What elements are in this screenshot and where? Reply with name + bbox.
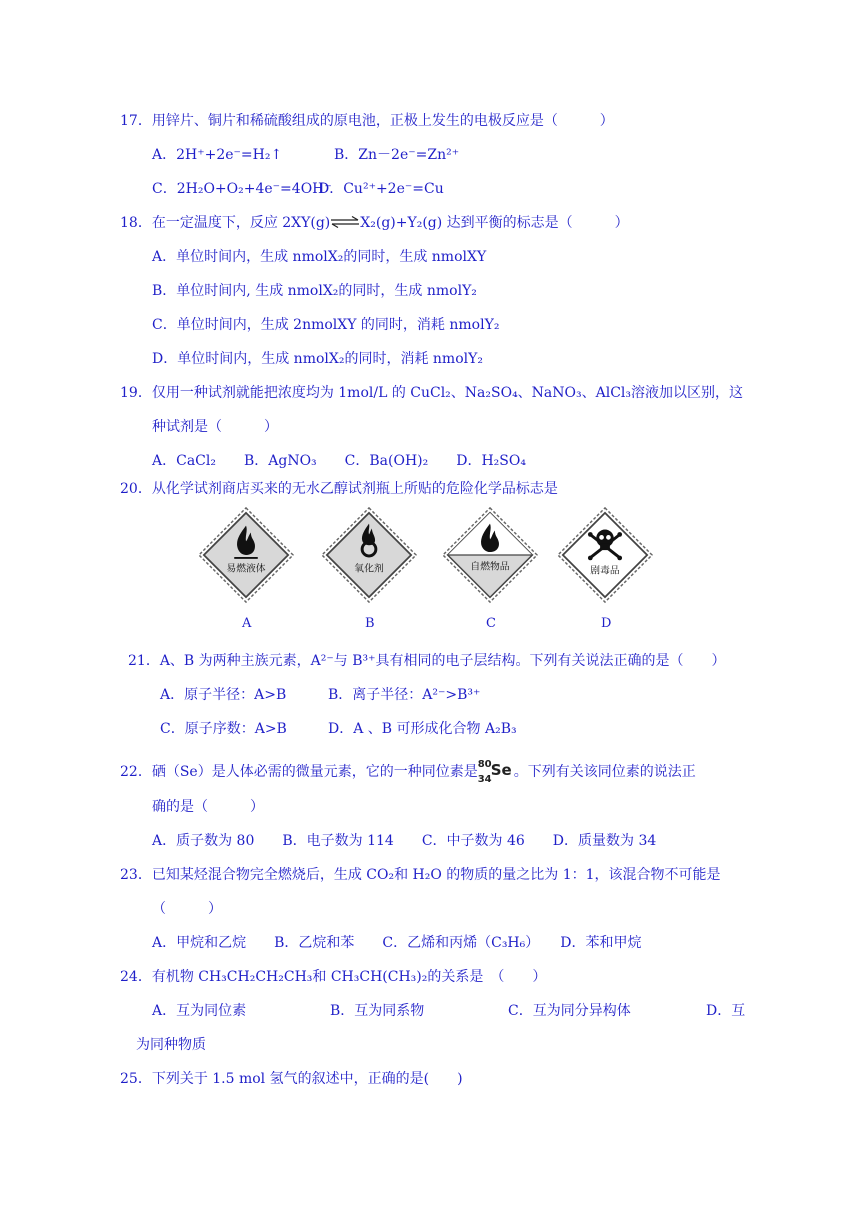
q24-option-d-cont: 为同种物质 xyxy=(136,1037,206,1053)
q21-option-b: B．离子半径：A²⁻>B³⁺ xyxy=(328,687,481,703)
q23-stem-cont: （ ） xyxy=(152,901,222,917)
q24-option-a: A．互为同位素 xyxy=(152,1003,247,1019)
q22-stem-post: 。下列有关该同位素的说法正 xyxy=(513,764,696,780)
sign-a-label: A xyxy=(242,616,252,631)
q18-stem-post: X₂(g)+Y₂(g) 达到平衡的标志是（ ） xyxy=(360,215,629,231)
isotope-symbol: Se xyxy=(490,761,512,779)
q18-option-b: B．单位时间内, 生成 nmolX₂的同时，生成 nmolY₂ xyxy=(152,283,477,299)
q19-stem: 19．仅用一种试剂就能把浓度均为 1mol/L 的 CuCl₂、Na₂SO₄、NaNO₃、AlCl₃溶液加以区别，这 xyxy=(120,385,744,401)
q21-option-a: A．原子半径：A>B xyxy=(160,687,287,703)
isotope-atomic-number: 34 xyxy=(477,774,492,785)
q25-stem: 25．下列关于 1.5 mol 氢气的叙述中，正确的是( ) xyxy=(120,1071,463,1087)
q17-option-b: B．Zn－2e⁻=Zn²⁺ xyxy=(334,147,460,163)
sign-b-text: 氧化剂 xyxy=(354,563,384,575)
sign-b-label: B xyxy=(365,616,375,631)
sign-c-label: C xyxy=(486,616,496,631)
q21-option-d: D．A 、B 可形成化合物 A₂B₃ xyxy=(328,721,517,737)
q20-stem: 20．从化学试剂商店买来的无水乙醇试剂瓶上所贴的危险化学品标志是 xyxy=(120,481,558,497)
q18-stem xyxy=(120,214,629,232)
hazard-sign-oxidizer xyxy=(320,506,418,604)
q24-stem: 24．有机物 CH₃CH₂CH₂CH₃和 CH₃CH(CH₃)₂的关系是 （ ） xyxy=(120,969,547,985)
q17-option-d: D．Cu²⁺+2e⁻=Cu xyxy=(318,181,444,197)
sign-d-label: D xyxy=(601,616,612,631)
q24-option-c: C．互为同分异构体 xyxy=(508,1003,631,1019)
q18-option-d: D．单位时间内，生成 nmolX₂的同时，消耗 nmolY₂ xyxy=(152,351,483,367)
q17-option-a: A．2H⁺+2e⁻=H₂↑ xyxy=(152,147,283,163)
sign-a-text: 易燃液体 xyxy=(226,563,266,575)
q18-option-c: C．单位时间内，生成 2nmolXY 的同时，消耗 nmolY₂ xyxy=(152,317,500,333)
hazard-sign-flammable-liquid xyxy=(197,506,295,604)
q17-stem: 17．用锌片、铜片和稀硫酸组成的原电池，正极上发生的电极反应是（ ） xyxy=(120,113,614,129)
isotope-mass-number: 80 xyxy=(477,759,492,770)
selenium-isotope-notation xyxy=(477,759,514,785)
q24-option-b: B．互为同系物 xyxy=(330,1003,425,1019)
hazard-sign-toxic xyxy=(556,506,654,604)
q23-options: A．甲烷和乙烷 B．乙烷和苯 C．乙烯和丙烯（C₃H₆） D．苯和甲烷 xyxy=(152,935,642,951)
q21-stem: 21．A、B 为两种主族元素，A²⁻与 B³⁺具有相同的电子层结构。下列有关说法正确的是（ ） xyxy=(128,653,726,669)
q22-stem xyxy=(120,759,696,785)
q17-option-c: C．2H₂O+O₂+4e⁻=4OH⁻ xyxy=(152,181,332,197)
q22-stem-pre: 22．硒（Se）是人体必需的微量元素，它的一种同位素是 xyxy=(120,764,478,780)
q21-option-c: C．原子序数：A>B xyxy=(160,721,287,737)
q19-options: A．CaCl₂ B．AgNO₃ C．Ba(OH)₂ D．H₂SO₄ xyxy=(152,453,526,469)
q24-option-d: D．互 xyxy=(706,1003,746,1019)
sign-c-text: 自燃物品 xyxy=(470,561,510,573)
q22-options: A．质子数为 80 B．电子数为 114 C．中子数为 46 D．质量数为 34 xyxy=(152,833,657,849)
q18-stem-pre: 18．在一定温度下，反应 2XY(g) xyxy=(120,215,331,231)
q18-option-a: A．单位时间内，生成 nmolX₂的同时，生成 nmolXY xyxy=(152,249,487,265)
q23-stem: 23．已知某烃混合物完全燃烧后，生成 CO₂和 H₂O 的物质的量之比为 1：1，该混合物不可能是 xyxy=(120,867,721,883)
q19-stem-cont: 种试剂是（ ） xyxy=(152,419,278,435)
hazard-sign-spontaneously-combustible xyxy=(441,506,539,604)
equilibrium-arrow-icon xyxy=(330,216,360,228)
q22-stem-cont: 确的是（ ） xyxy=(152,799,264,815)
sign-d-text: 剧毒品 xyxy=(590,565,620,577)
